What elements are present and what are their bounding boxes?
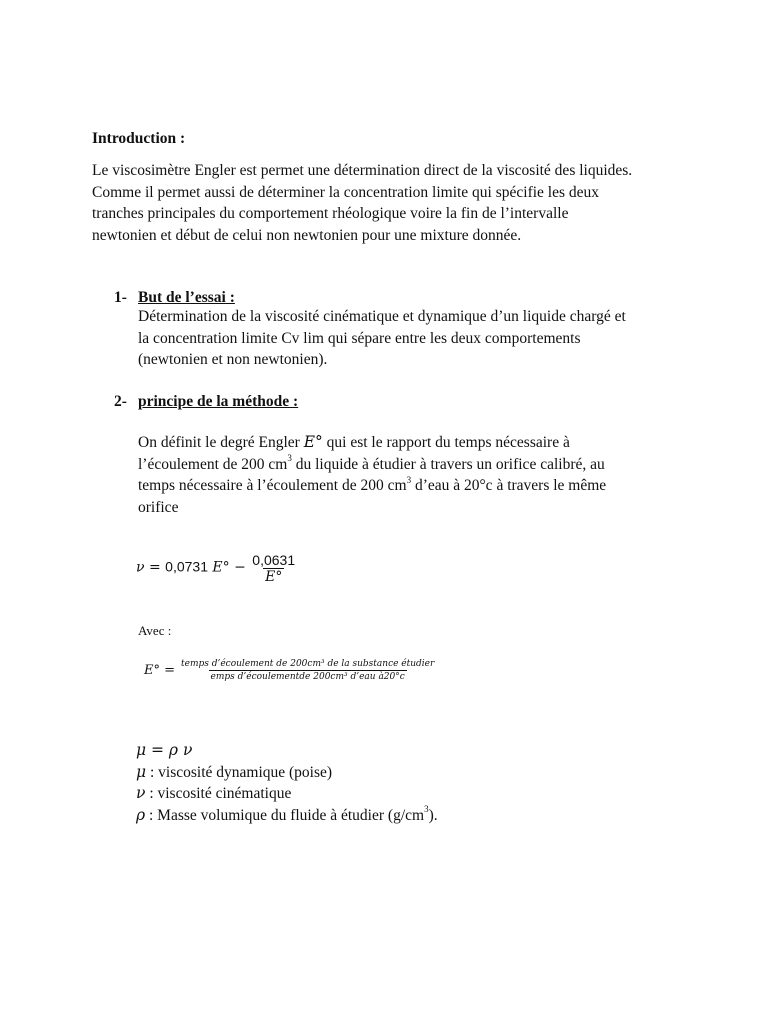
- section2-line-3: temps nécessaire à l’écoulement de 200 $cm^3$ d’eau à 20°c à travers le même: [138, 474, 607, 494]
- section2-line-4: orifice: [138, 498, 179, 516]
- formula-viscosity: ν = 0,0731 E° − $\frac{0,0631}{E^\circ}$: [136, 552, 296, 585]
- intro-line: Le viscosimètre Engler est permet une détermination direct de la viscosité des liquides.: [92, 162, 633, 179]
- dynamic-viscosity-equation: μ = ρ ν: [136, 741, 193, 759]
- section1-line: Détermination de la viscosité cinématique et dynamique d’un liquide chargé et: [138, 308, 626, 325]
- intro-heading: Introduction :: [92, 130, 186, 147]
- definitions-block: [136, 740, 696, 826]
- section2-line-2: l’écoulement de 200 $cm^3$ du liquide à étudier à travers un orifice calibré, au: [138, 453, 605, 473]
- section1-body: [138, 306, 738, 371]
- section2-title: principe de la méthode :: [138, 393, 299, 410]
- section1-line: la concentration limite Cv lim qui sépare entre les deux comportements: [138, 329, 581, 347]
- intro-line: tranches principales du comportement rhéologique voire la fin de l’intervalle: [92, 205, 569, 222]
- section2-line-1: On définit le degré Engler E° qui est le rapport du temps nécessaire à: [138, 433, 570, 451]
- engler-symbol: E°: [303, 433, 323, 451]
- formula-engler-degree: E° = $\frac{\text{temps d’écoulement de 200cm³ de la substance étudier}}{\text{emps d’écoulementde 200cm³ d’eau à20°c}}$: [144, 659, 435, 682]
- mu-definition: μ : viscosité dynamique (poise): [136, 762, 333, 781]
- nu-definition: ν : viscosité cinématique: [136, 784, 292, 802]
- formula-fraction: $\frac{0,0631}{E^\circ}$: [252, 552, 296, 585]
- rho-definition: ρ : Masse volumique du fluide à étudier $(g/cm^3)$.: [136, 804, 438, 824]
- section2-number: 2-: [114, 393, 127, 410]
- intro-paragraph: [92, 160, 732, 246]
- avec-label: Avec :: [138, 623, 172, 638]
- section1-line: (newtonien et non newtonien).: [138, 351, 328, 368]
- section2-paragraph: [138, 432, 738, 518]
- section1-title: But de l’essai :: [138, 289, 235, 306]
- engler-fraction: $\frac{\text{temps d’écoulement de 200cm³ de la substance étudier}}{\text{emps d’écoulementde 200cm³ d’eau à20°c}}$: [181, 659, 435, 682]
- section1-number: 1-: [114, 289, 127, 306]
- intro-line: Comme il permet aussi de déterminer la concentration limite qui spécifie les deux: [92, 183, 600, 201]
- intro-line: newtonien et début de celui non newtonien pour une mixture donnée.: [92, 226, 522, 244]
